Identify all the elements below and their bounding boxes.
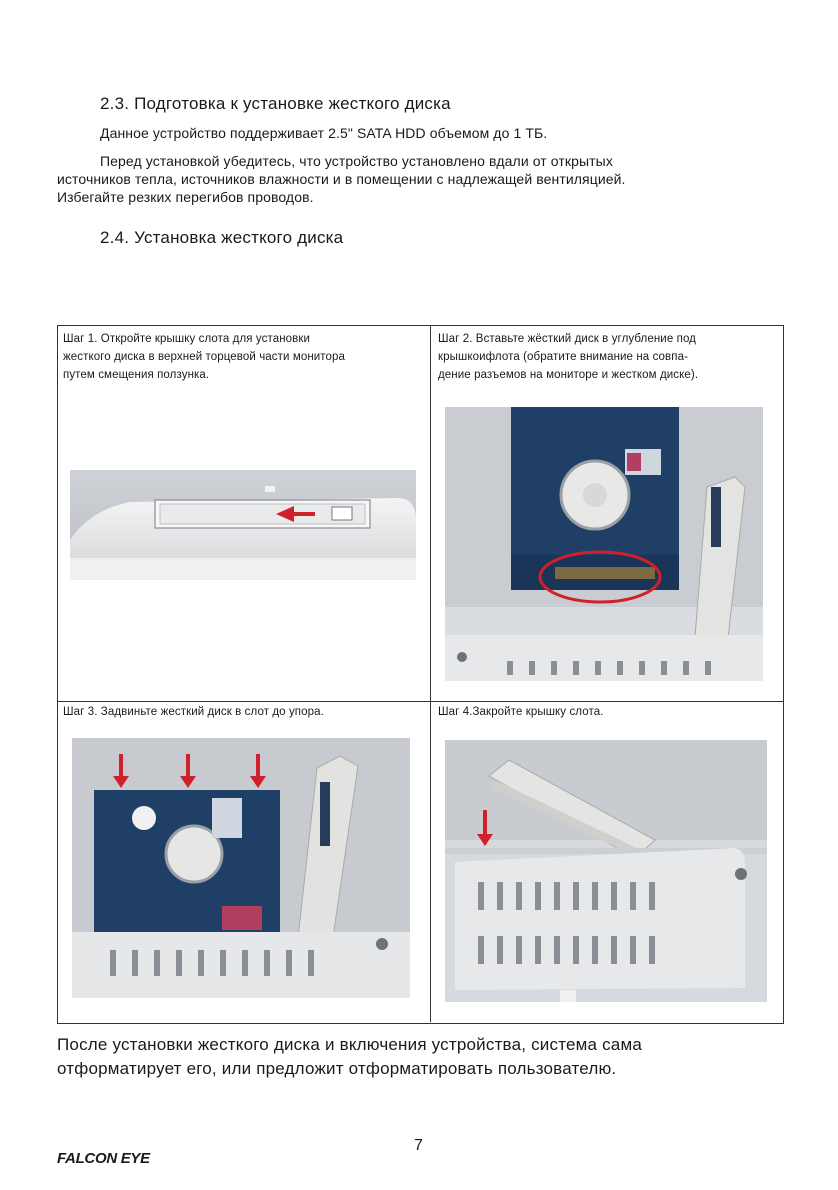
step-2-caption	[438, 330, 783, 384]
step-3-photo	[72, 738, 410, 998]
step-2-photo	[445, 407, 763, 681]
section-2-3-heading: 2.3. Подготовка к установке жесткого диска	[100, 94, 451, 113]
section-2-3-line-2: Перед установкой убедитесь, что устройство установлено вдали от открытых	[100, 153, 613, 169]
page-number: 7	[414, 1137, 423, 1154]
closing-paragraph-line-1: После установки жесткого диска и включения устройства, система сама	[57, 1035, 642, 1054]
step-4-photo	[445, 740, 767, 1002]
step-3-caption	[63, 703, 324, 721]
brand-logo: FALCON EYE	[57, 1150, 150, 1167]
step-1-caption-line: Шаг 1. Откройте крышку слота для установки	[63, 333, 311, 345]
step-1-caption-line: путем смещения ползунка.	[63, 369, 210, 381]
step-3-caption-line: Шаг 3. Задвиньте жесткий диск в слот до упора.	[63, 706, 324, 718]
step-1-photo	[70, 470, 416, 580]
step-2-caption-line: дение разъемов на мониторе и жестком диске).	[438, 369, 699, 381]
table-middle-divider	[57, 701, 783, 702]
section-2-3-line-4: Избегайте резких перегибов проводов.	[57, 189, 314, 205]
step-1-caption	[63, 330, 428, 384]
section-2-4-heading: 2.4. Установка жесткого диска	[100, 228, 344, 247]
step-4-caption	[438, 703, 604, 721]
closing-paragraph-line-2: отформатирует его, или предложит отформатировать пользователю.	[57, 1059, 617, 1078]
step-4-caption-line: Шаг 4.Закройте крышку слота.	[438, 706, 604, 718]
step-1-caption-line: жесткого диска в верхней торцевой части монитора	[63, 351, 346, 363]
section-2-3-line-1: Данное устройство поддерживает 2.5" SATA HDD объемом до 1 ТБ.	[100, 125, 548, 141]
section-2-3-line-3: источников тепла, источников влажности и в помещении с надлежащей вентиляцией.	[57, 171, 626, 187]
closing-paragraph	[57, 1033, 642, 1081]
table-center-divider	[430, 325, 431, 1022]
step-2-caption-line: крышкоифлота (обратите внимание на совпа-	[438, 351, 689, 363]
step-2-caption-line: Шаг 2. Вставьте жёсткий диск в углубление под	[438, 333, 696, 345]
